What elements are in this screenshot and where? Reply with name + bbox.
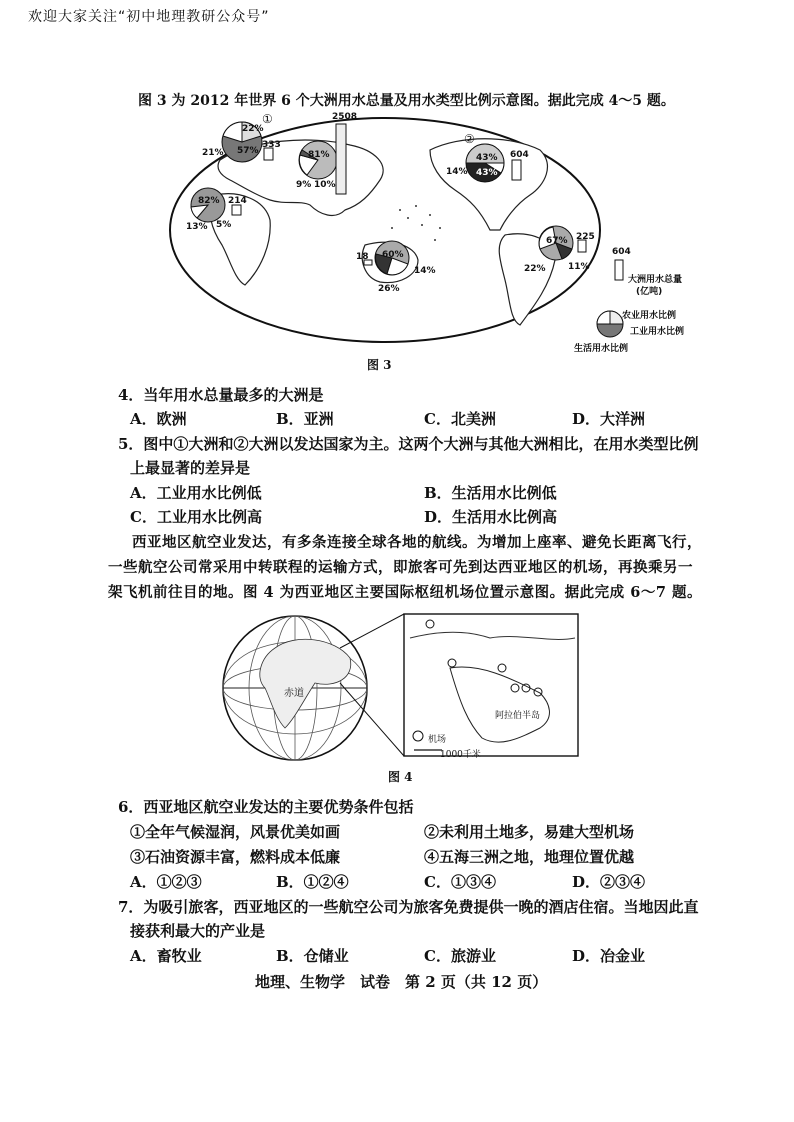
q5-option-b[interactable]: B．生活用水比例低: [424, 484, 557, 502]
figure4-caption: 图 4: [388, 770, 413, 784]
figure3-caption: 图 3: [367, 358, 392, 372]
legend-total-value: 604: [612, 247, 631, 257]
q5-option-a[interactable]: A．工业用水比例低: [130, 484, 262, 502]
label-africa-left: 13%: [186, 222, 208, 232]
label-oceania-right: 14%: [414, 266, 436, 276]
q6-option-a[interactable]: A．①②③: [130, 873, 202, 891]
label-africa-right: 5%: [216, 220, 232, 230]
label-africa-total: 214: [228, 196, 247, 206]
q5-option-d[interactable]: D．生活用水比例高: [424, 508, 558, 526]
label-oceania-total: 18: [356, 252, 369, 262]
label-europe-center: 57%: [237, 146, 259, 156]
page-footer: 地理、生物学 试卷 第 2 页（共 12 页）: [255, 973, 548, 991]
legend-total-unit: (亿吨): [636, 287, 663, 297]
bar-asia: [336, 124, 346, 194]
q7-option-c[interactable]: C．旅游业: [424, 947, 496, 965]
legend-airport-label: 机场: [428, 735, 447, 745]
bar-north-america: [512, 160, 521, 180]
q4-option-c[interactable]: C．北美洲: [424, 410, 496, 428]
q6-item-3: ③石油资源丰富，燃料成本低廉: [130, 848, 341, 866]
q7-option-b[interactable]: B．仓储业: [276, 947, 349, 965]
label-na-top: 43%: [476, 153, 498, 163]
marker-two: ②: [464, 132, 475, 146]
label-europe-total: 333: [262, 140, 281, 150]
bar-africa: [232, 205, 241, 215]
label-sa-right: 11%: [568, 262, 590, 272]
q4-option-b[interactable]: B．亚洲: [276, 410, 334, 428]
q5-stem-line1: 5．图中①大洲和②大洲以发达国家为主。这两个大洲与其他大洲相比，在用水类型比例: [118, 435, 699, 453]
passage-line2: 一些航空公司常采用中转联程的运输方式，即旅客可先到达西亚地区的机场，再换乘另一: [108, 559, 693, 576]
legend-industry: 工业用水比例: [630, 327, 685, 337]
label-na-left: 14%: [446, 167, 468, 177]
figure3-intro: 图 3 为 2012 年世界 6 个大洲用水总量及用水类型比例示意图。据此完成 4～5 题。: [138, 93, 675, 109]
q7-option-d[interactable]: D．冶金业: [572, 947, 646, 965]
figure4-map: [220, 608, 590, 768]
label-oceania-bottom: 26%: [378, 284, 400, 294]
q7-stem-line1: 7．为吸引旅客，西亚地区的一些航空公司为旅客免费提供一晚的酒店住宿。当地因此直: [118, 898, 699, 916]
label-asia-total: 2508: [332, 112, 358, 122]
q4-option-d[interactable]: D．大洋洲: [572, 410, 646, 428]
q6-item-1: ①全年气候湿润，风景优美如画: [130, 823, 341, 841]
label-sa-left: 22%: [524, 264, 546, 274]
label-africa-main: 82%: [198, 196, 220, 206]
legend-bar: [615, 260, 623, 280]
label-sa-total: 225: [576, 232, 595, 242]
label-na-bottom: 43%: [476, 168, 498, 178]
label-europe-top: 22%: [242, 124, 264, 134]
label-arabian-peninsula: 阿拉伯半岛: [495, 711, 541, 721]
legend-agri: 农业用水比例: [622, 311, 677, 321]
legend-domestic: 生活用水比例: [574, 344, 629, 354]
label-asia-a: 9%: [296, 180, 312, 190]
marker-one: ①: [262, 112, 273, 126]
label-equator: 赤道: [284, 688, 304, 699]
q6-option-d[interactable]: D．②③④: [572, 873, 646, 891]
q6-stem: 6．西亚地区航空业发达的主要优势条件包括: [118, 798, 414, 816]
q7-stem-line2: 接获利最大的产业是: [130, 922, 266, 940]
label-asia-b: 10%: [314, 180, 336, 190]
label-asia-main: 81%: [308, 150, 330, 160]
q6-item-4: ④五海三洲之地，地理位置优越: [424, 848, 635, 866]
passage-line1: 西亚地区航空业发达，有多条连接全球各地的航线。为增加上座率、避免长距离飞行，: [132, 534, 702, 551]
pie-asia: [299, 141, 337, 179]
legend-pie: [597, 311, 623, 337]
q4-stem: 4．当年用水总量最多的大洲是: [118, 386, 324, 404]
q6-option-c[interactable]: C．①③④: [424, 873, 496, 891]
q6-item-2: ②未利用土地多，易建大型机场: [424, 823, 635, 841]
page-header: 欢迎大家关注“初中地理教研公众号”: [28, 9, 270, 25]
label-europe-left: 21%: [202, 148, 224, 158]
q5-option-c[interactable]: C．工业用水比例高: [130, 508, 262, 526]
label-sa-main: 67%: [546, 236, 568, 246]
figure3-pies: [160, 110, 640, 355]
legend-total-label: 大洲用水总量: [628, 275, 683, 285]
q6-option-b[interactable]: B．①②④: [276, 873, 349, 891]
q4-option-a[interactable]: A．欧洲: [130, 410, 187, 428]
q5-stem-line2: 上最显著的差异是: [130, 459, 251, 477]
q7-option-a[interactable]: A．畜牧业: [130, 947, 202, 965]
legend-scale-label: 1000千米: [440, 750, 481, 760]
passage-line3: 架飞机前往目的地。图 4 为西亚地区主要国际枢纽机场位置示意图。据此完成 6～7 题。: [108, 584, 702, 601]
label-na-total: 604: [510, 150, 529, 160]
label-oceania-main: 60%: [382, 250, 404, 260]
